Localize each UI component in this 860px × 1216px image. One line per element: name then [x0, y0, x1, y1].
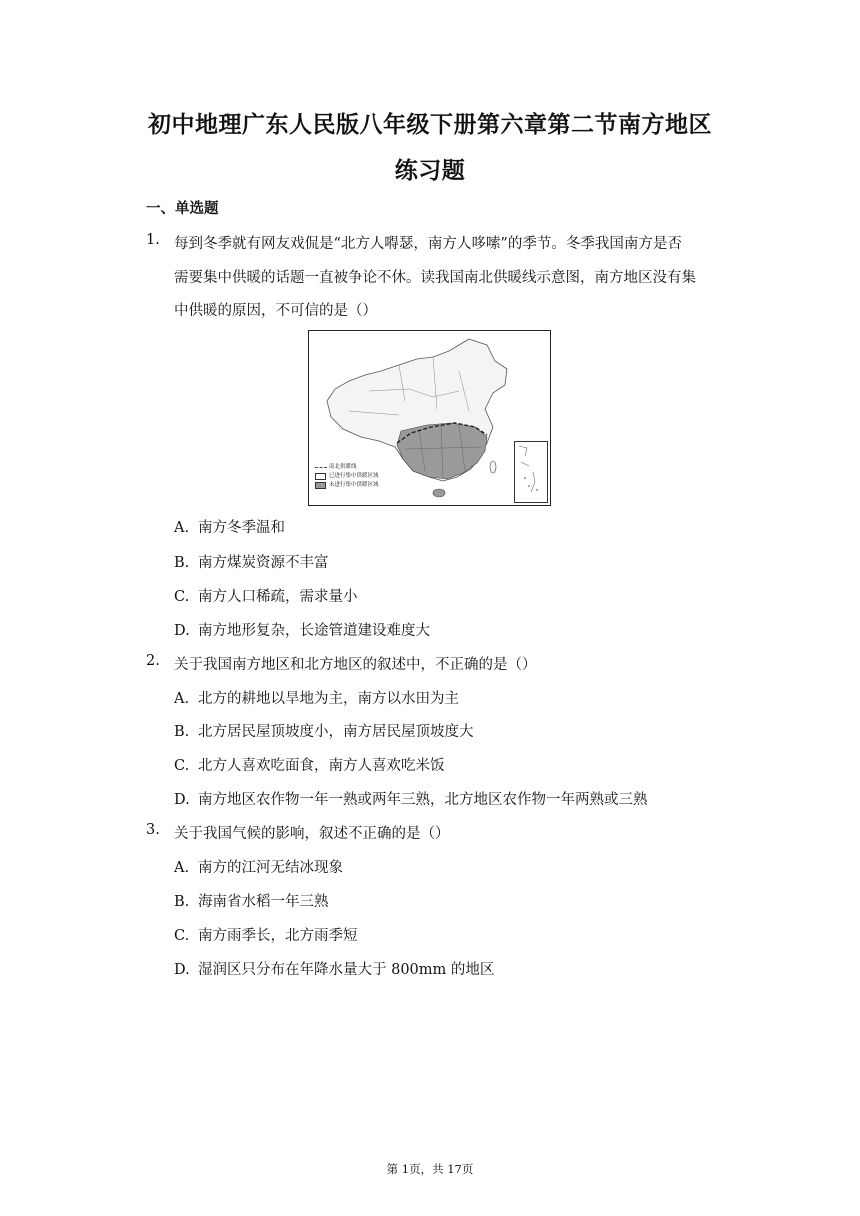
question-3-option-b[interactable]: B. 海南省水稻一年三熟 — [174, 894, 329, 910]
question-1-text-line-1: 每到冬季就有网友戏侃是“北方人嘚瑟，南方人哆嗦”的季节。冬季我国南方是否 — [174, 236, 682, 252]
heated-swatch — [315, 473, 326, 480]
question-2-option-c[interactable]: C. 北方人喜欢吃面食，南方人喜欢吃米饭 — [174, 758, 445, 774]
page-footer: 第 1页，共 17页 — [386, 1162, 474, 1176]
question-1-option-a[interactable]: A. 南方冬季温和 — [174, 520, 285, 536]
question-3-text-line-1: 关于我国气候的影响，叙述不正确的是（） — [174, 826, 450, 842]
unheated-swatch — [315, 482, 326, 489]
question-3-option-c[interactable]: C. 南方雨季长，北方雨季短 — [174, 928, 358, 944]
question-2-option-d[interactable]: D. 南方地区农作物一年一熟或两年三熟，北方地区农作物一年两熟或三熟 — [174, 792, 648, 808]
question-3-option-a[interactable]: A. 南方的江河无结冰现象 — [174, 860, 343, 876]
question-1-text-line-3: 中供暖的原因，不可信的是（） — [174, 303, 377, 319]
question-2-option-b[interactable]: B. 北方居民屋顶坡度小，南方居民屋顶坡度大 — [174, 724, 474, 740]
question-3-option-d[interactable]: D. 湿润区只分布在年降水量大于 800mm 的地区 — [174, 962, 495, 978]
question-1-option-d[interactable]: D. 南方地形复杂，长途管道建设难度大 — [174, 623, 430, 639]
question-3-number: 3. — [146, 822, 160, 838]
heating-line-map — [308, 330, 551, 506]
document-title-line-1: 初中地理广东人民版八年级下册第六章第二节南方地区 — [148, 112, 712, 138]
question-1-option-c[interactable]: C. 南方人口稀疏，需求量小 — [174, 589, 358, 605]
question-2-option-a[interactable]: A. 北方的耕地以旱地为主，南方以水田为主 — [174, 691, 459, 707]
question-2-number: 2. — [146, 653, 160, 669]
legend-heating-line: 南北供暖线 — [329, 464, 357, 470]
question-2-text-line-1: 关于我国南方地区和北方地区的叙述中，不正确的是（） — [174, 657, 537, 673]
question-1-text-line-2: 需要集中供暖的话题一直被争论不休。读我国南北供暖线示意图，南方地区没有集 — [174, 270, 696, 286]
question-1-option-b[interactable]: B. 南方煤炭资源不丰富 — [174, 555, 329, 571]
dashed-line-swatch — [315, 467, 327, 468]
hainan-island — [433, 489, 445, 497]
taiwan-island — [490, 461, 496, 473]
south-china-sea-inset — [514, 441, 548, 503]
document-title-line-2: 练习题 — [394, 158, 466, 184]
section-heading: 一、单选题 — [146, 201, 219, 217]
legend-unheated: 未进行集中供暖区域 — [329, 482, 379, 488]
map-legend — [315, 463, 379, 490]
legend-heated: 已进行集中供暖区域 — [329, 473, 379, 479]
question-1-number: 1. — [146, 232, 160, 248]
